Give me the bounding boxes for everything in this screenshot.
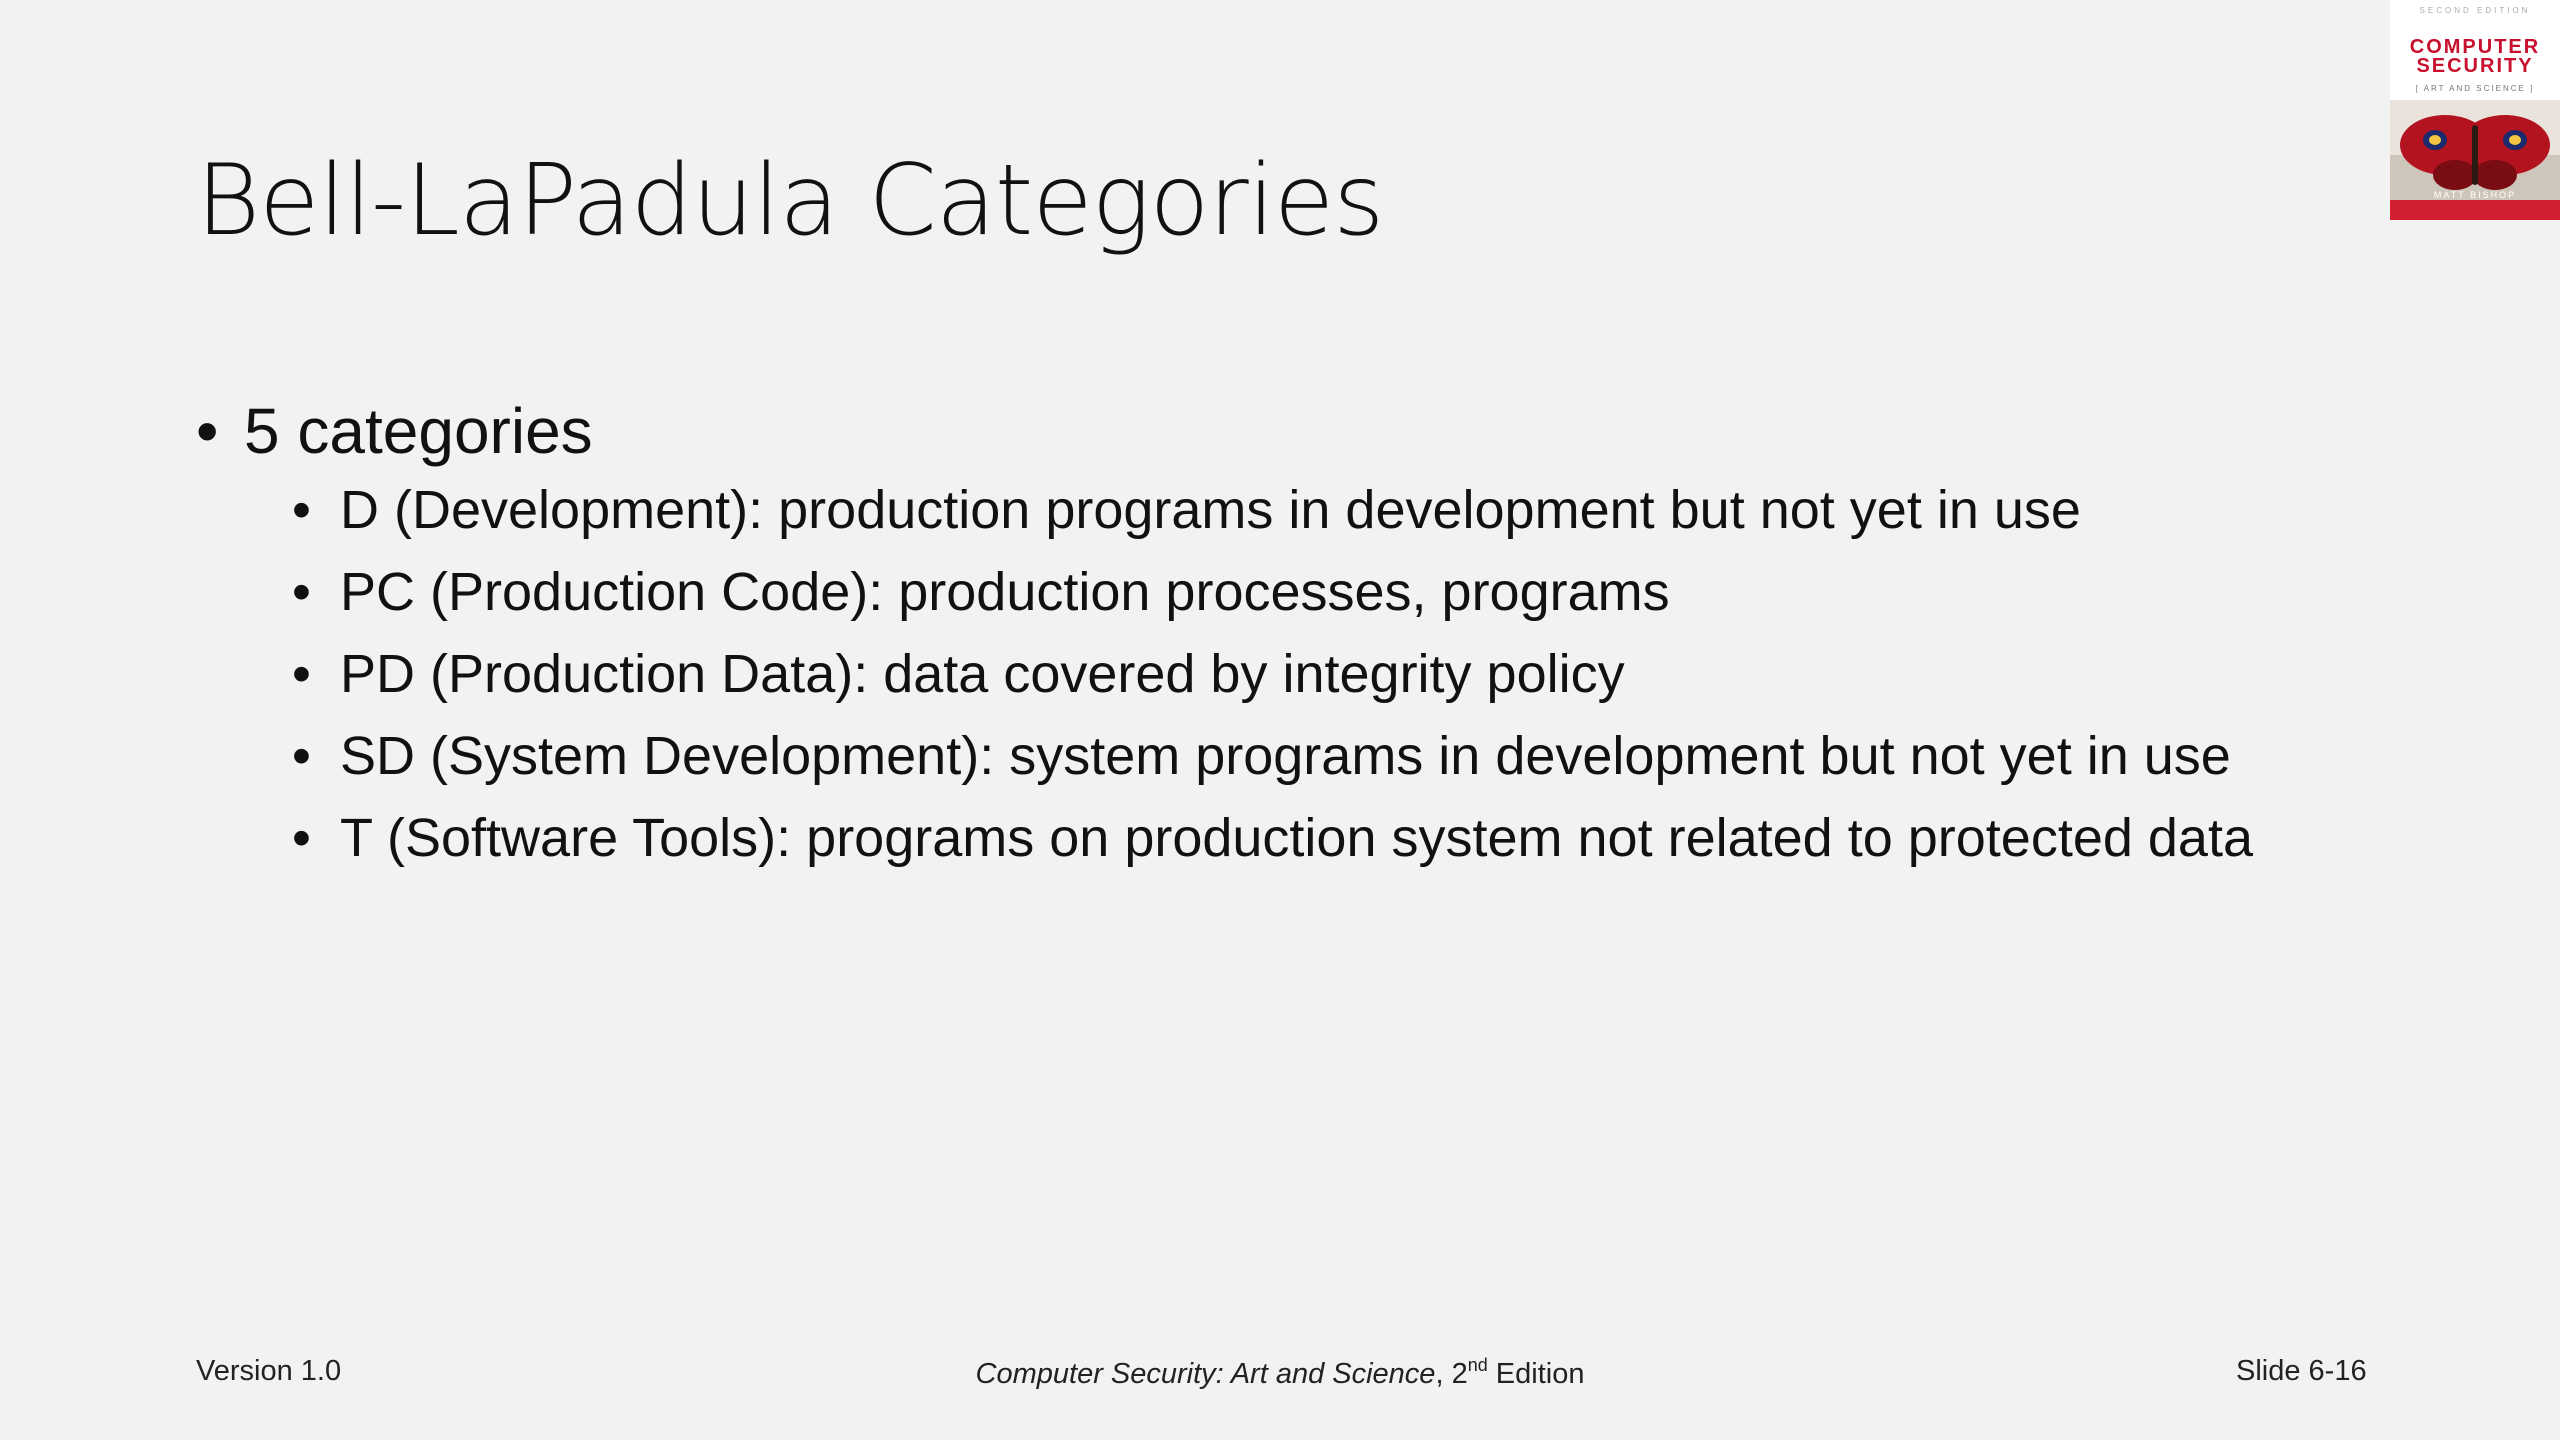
book-cover-image [2390,0,2560,220]
category-text: SD (System Development): system programs in development but not yet in use [340,726,2231,786]
bullet-dot: • [196,395,219,467]
footer-edition-sup: nd [1467,1355,1488,1375]
category-text: T (Software Tools): programs on production system not related to protected data [340,808,2253,868]
footer-book-name: Computer Security: Art and Science [975,1358,1436,1390]
category-text: PC (Production Code): production processes, programs [340,562,1670,622]
cover-title [2390,38,2560,76]
footer-edition-prefix: , 2 [1435,1358,1468,1390]
bullet-list [196,388,2346,873]
category-item-sd [292,722,2346,791]
footer-book-title [0,1355,2560,1391]
slide-title: Bell-LaPadula Categories [196,144,1384,258]
category-item-d [292,476,2346,545]
footer-slide-number: Slide 6-16 [2236,1355,2367,1387]
category-item-t [292,804,2346,873]
slide-content [196,388,2346,886]
category-item-pc [292,558,2346,627]
bullet-dot: • [292,808,311,868]
category-list [244,476,2346,873]
category-text: D (Development): production programs in development but not yet in use [340,480,2081,540]
cover-author: MATT BISHOP [2433,190,2517,200]
bullet-dot: • [292,726,311,786]
footer-version: Version 1.0 [196,1355,342,1387]
category-text: PD (Production Data): data covered by integrity policy [340,644,1625,704]
cover-title-line1: COMPUTER [2409,36,2541,58]
bullet-item-main [196,388,2346,873]
butterfly-illustration [2390,100,2560,200]
cover-subtitle: [ ART AND SCIENCE ] [2415,84,2535,93]
footer-edition-suffix: Edition [1487,1358,1585,1390]
bullet-dot: • [292,562,311,622]
cover-strip [2390,200,2560,220]
category-item-pd [292,640,2346,709]
cover-title-line2: SECURITY [2416,55,2534,77]
cover-edition: SECOND EDITION [2419,6,2531,15]
bullet-main-text: 5 categories [244,395,593,467]
bullet-dot: • [292,644,311,704]
bullet-dot: • [292,480,311,540]
